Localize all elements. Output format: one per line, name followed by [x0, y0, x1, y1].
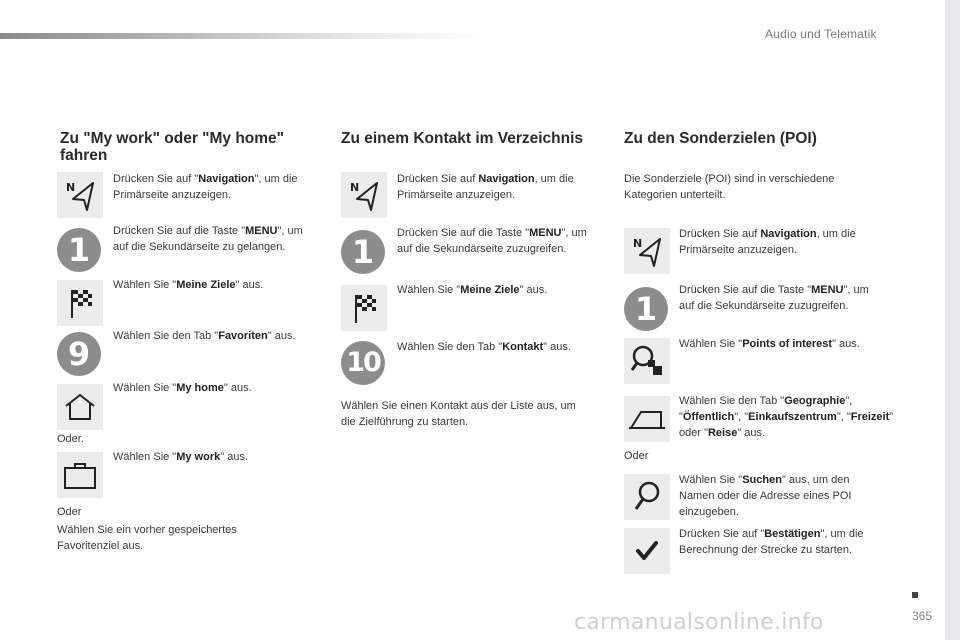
col2-step-menu: Drücken Sie auf die Taste "MENU", um auf die Sekundärseite zuzugreifen.: [397, 227, 587, 255]
briefcase-icon: [57, 452, 103, 498]
col1-step-my-home: Wählen Sie "My home" aus.: [113, 382, 252, 394]
checkered-flag-icon: [57, 280, 103, 326]
col1-step-favorite: Wählen Sie ein vorher gespeichertes Favoritenziel aus.: [57, 524, 237, 552]
step-number-1: 1: [624, 287, 668, 331]
col1-step-menu: Drücken Sie auf die Taste "MENU", um auf die Sekundärseite zu gelangen.: [113, 225, 303, 253]
step-number-9: 9: [57, 332, 101, 376]
col1-step-favoriten: Wählen Sie den Tab "Favoriten" aus.: [113, 330, 296, 342]
svg-text:N: N: [66, 181, 76, 194]
col1-step-my-work: Wählen Sie "My work" aus.: [113, 451, 248, 463]
checkered-flag-icon: [341, 285, 387, 331]
col3-oder: Oder: [624, 450, 649, 462]
col1-oder-1: Oder.: [57, 433, 84, 445]
poi-search-icon: [624, 338, 670, 384]
watermark: carmanualsonline.info: [574, 610, 824, 635]
col1-oder-2: Oder: [57, 506, 82, 518]
col1-title: Zu "My work" oder "My home" fahren: [60, 130, 285, 164]
col1-step-meine-ziele: Wählen Sie "Meine Ziele" aus.: [113, 279, 264, 291]
col2-step-kontakt: Wählen Sie den Tab "Kontakt" aus.: [397, 341, 571, 353]
svg-text:N: N: [350, 181, 360, 194]
search-icon: [624, 474, 670, 520]
navigation-icon: [341, 172, 387, 218]
page-marker: [912, 592, 918, 598]
navigation-icon: [57, 172, 103, 218]
col3-title: Zu den Sonderzielen (POI): [624, 130, 817, 147]
step-number-1: 1: [57, 228, 101, 272]
col2-step-meine-ziele: Wählen Sie "Meine Ziele" aus.: [397, 284, 548, 296]
header-gradient-bar: [0, 33, 480, 39]
col3-step-navigation: Drücken Sie auf Navigation, um die Primärseite anzuzeigen.: [679, 228, 856, 256]
col3-step-suchen: Wählen Sie "Suchen" aus, um den Namen oder die Adresse eines POI einzugeben.: [679, 474, 852, 518]
col3-intro: Die Sonderziele (POI) sind in verschiedene Kategorien unterteilt.: [624, 173, 835, 201]
page-edge-bar: [945, 0, 960, 640]
col3-step-tabs: Wählen Sie den Tab "Geographie", "Öffentlich", "Einkaufszentrum", "Freizeit" oder "Reise" aus.: [679, 395, 894, 439]
col3-step-menu: Drücken Sie auf die Taste "MENU", um auf die Sekundärseite zuzugreifen.: [679, 284, 869, 312]
col1-step-navigation: Drücken Sie auf "Navigation", um die Primärseite anzuzeigen.: [113, 173, 298, 201]
page-number: 365: [912, 609, 933, 623]
tab-icon: [624, 396, 670, 442]
col3-step-poi: Wählen Sie "Points of interest" aus.: [679, 338, 860, 350]
step-number-10: 10: [341, 341, 385, 385]
col2-step-navigation: Drücken Sie auf Navigation, um die Primärseite anzuzeigen.: [397, 173, 574, 201]
checkmark-icon: [624, 528, 670, 574]
svg-text:N: N: [633, 237, 643, 250]
navigation-icon: [624, 228, 670, 274]
step-number-1: 1: [341, 230, 385, 274]
col2-step-select-contact: Wählen Sie einen Kontakt aus der Liste aus, um die Zielführung zu starten.: [341, 400, 576, 428]
col3-step-bestaetigen: Drücken Sie auf "Bestätigen", um die Berechnung der Strecke zu starten.: [679, 528, 864, 556]
home-icon: [57, 384, 103, 430]
col2-title: Zu einem Kontakt im Verzeichnis: [341, 130, 584, 147]
section-title: Audio und Telematik: [765, 27, 877, 41]
